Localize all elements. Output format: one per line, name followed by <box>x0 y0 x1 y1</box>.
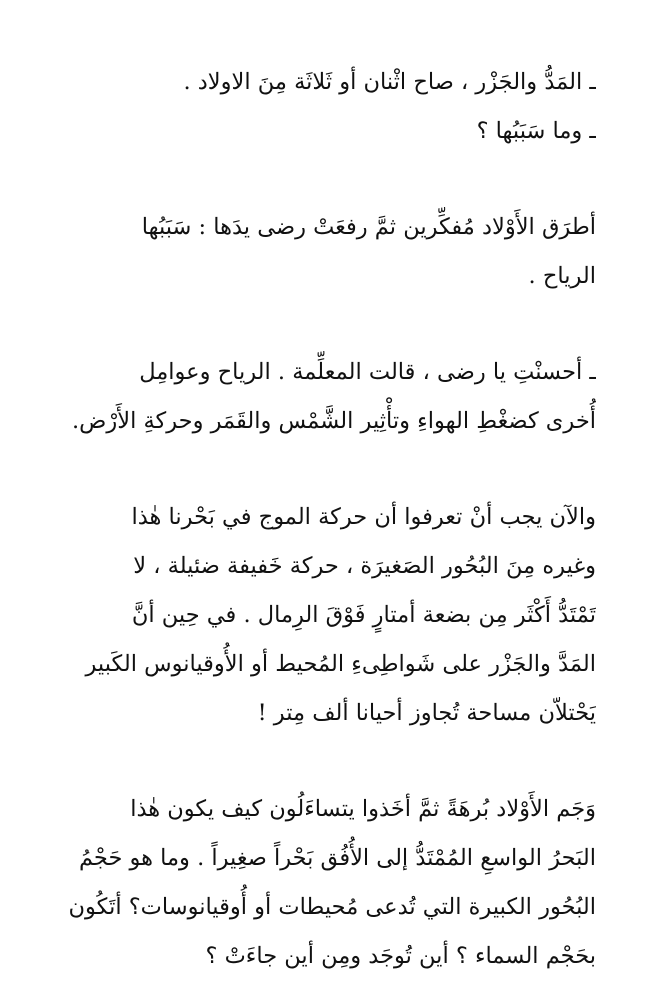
book-page-text <box>48 58 596 981</box>
paragraph-spacer <box>48 738 596 785</box>
text-line: تَمْتَدُّ أَكْثَر مِن بضعة أمتارٍ فَوْقَ الرِمال . في حِين أنَّ <box>131 602 596 628</box>
text-line: البَحرُ الواسعِ المُمْتَدُّ إلى الأُفُق بَحْراً صغِيراً . وما هو حَجْمُ <box>78 845 596 871</box>
paragraph-spacer <box>48 446 596 493</box>
text-line: الرياح . <box>528 263 596 289</box>
paragraph-spacer <box>48 301 596 348</box>
text-line: بحَجْم السماء ؟ أين تُوجَد ومِن أين جاءَتْ ؟ <box>205 943 596 969</box>
text-line: ـ أحسنْتِ يا رضى ، قالت المعلِّمة . الرياح وعوامِل <box>139 359 596 385</box>
text-line: يَحْتلاّن مساحة تُجاوز أحيانا ألف مِتر ! <box>257 700 596 726</box>
paragraph-children-questions <box>48 785 596 981</box>
text-line: أُخرى كضغْطِ الهواءِ وتأْثِير الشَّمْس والقَمَر وحركةِ الأَرْض. <box>72 408 596 434</box>
paragraph-waves-explanation <box>48 493 596 738</box>
text-line: البُحُور الكبيرة التي تُدعى مُحيطات أو أُوقيانوسات؟ أتَكُون <box>68 894 596 920</box>
text-line: ـ المَدُّ والجَزْر ، صاح اثْنان أو ثَلاثَة مِنَ الاولاد . <box>183 69 596 95</box>
text-line: وَجَم الأَوْلاد بُرهَةً ثمَّ أخَذوا يتساءَلُون كيف يكون هٰذا <box>130 796 596 822</box>
paragraph-dialogue-answer <box>48 58 596 156</box>
paragraph-spacer <box>48 156 596 203</box>
paragraph-teacher-reply <box>48 348 596 446</box>
text-line: المَدَّ والجَزْر على شَواطِىءِ المُحيط أو الأُوقيانوس الكَبير <box>85 651 596 677</box>
text-line: والآن يجب أنْ تعرفوا أن حركة الموج في بَحْرنا هٰذا <box>131 504 596 530</box>
text-line: أطرَق الأَوْلاد مُفكِّرين ثمَّ رفعَتْ رضى يدَها : سَبَبُها <box>141 214 596 240</box>
text-line: ـ وما سَبَبُها ؟ <box>476 118 596 144</box>
paragraph-children-thinking <box>48 203 596 301</box>
text-line: وغيره مِنَ البُحُور الصَغيرَة ، حركة خَفيفة ضئيلة ، لا <box>133 553 596 579</box>
